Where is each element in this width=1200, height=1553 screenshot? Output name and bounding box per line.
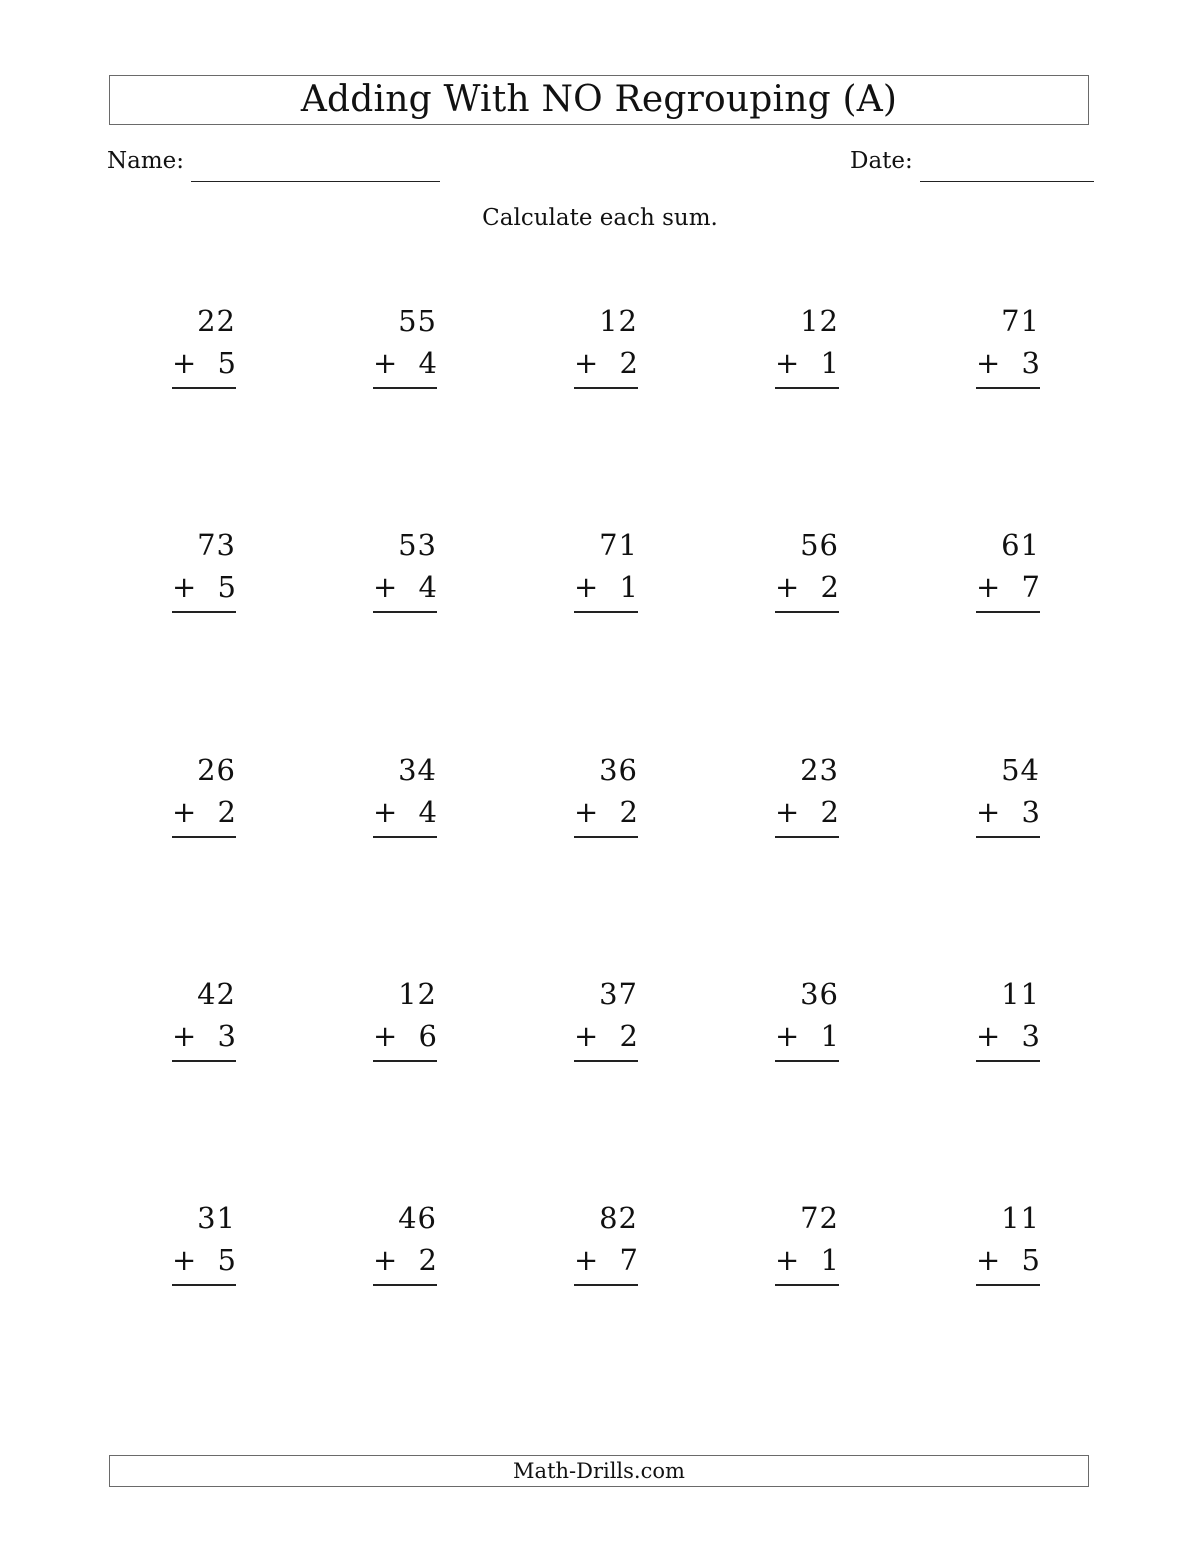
problem [373, 304, 437, 389]
problem [976, 304, 1040, 389]
addend: 5 [1021, 1243, 1040, 1277]
answer-rule [574, 1060, 638, 1062]
answer-rule [976, 1060, 1040, 1062]
problem [172, 528, 236, 613]
plus-sign: + [775, 1019, 800, 1053]
plus-sign: + [373, 795, 398, 829]
plus-sign: + [775, 570, 800, 604]
page-title: Adding With NO Regrouping (A) [300, 79, 898, 120]
answer-rule [373, 1060, 437, 1062]
plus-sign: + [172, 1243, 197, 1277]
plus-sign: + [373, 1243, 398, 1277]
instructions: Calculate each sum. [482, 205, 718, 231]
plus-sign: + [172, 570, 197, 604]
problem [775, 1201, 839, 1286]
top-number: 12 [599, 304, 638, 338]
problem [574, 528, 638, 613]
plus-sign: + [574, 1243, 599, 1277]
name-field[interactable] [191, 181, 440, 182]
answer-rule [172, 387, 236, 389]
name-label: Name: [107, 148, 185, 174]
top-number: 71 [599, 528, 638, 562]
addend: 1 [820, 1243, 839, 1277]
addend: 3 [1021, 346, 1040, 380]
plus-sign: + [976, 346, 1001, 380]
problem [775, 977, 839, 1062]
answer-rule [775, 1060, 839, 1062]
addend: 1 [820, 1019, 839, 1053]
problem [172, 1201, 236, 1286]
answer-rule [172, 1060, 236, 1062]
answer-rule [976, 611, 1040, 613]
plus-sign: + [574, 795, 599, 829]
answer-rule [574, 836, 638, 838]
problem [574, 753, 638, 838]
top-number: 34 [398, 753, 437, 787]
top-number: 73 [197, 528, 236, 562]
top-number: 42 [197, 977, 236, 1011]
addend: 1 [820, 346, 839, 380]
addend: 2 [619, 795, 638, 829]
addend: 7 [1021, 570, 1040, 604]
top-number: 31 [197, 1201, 236, 1235]
addend: 3 [217, 1019, 236, 1053]
addend: 1 [619, 570, 638, 604]
answer-rule [574, 1284, 638, 1286]
addend: 2 [619, 1019, 638, 1053]
problem [574, 1201, 638, 1286]
problem [976, 977, 1040, 1062]
answer-rule [976, 1284, 1040, 1286]
title-box [109, 75, 1089, 125]
answer-rule [373, 611, 437, 613]
problem [775, 304, 839, 389]
problem [976, 528, 1040, 613]
top-number: 26 [197, 753, 236, 787]
addend: 5 [217, 1243, 236, 1277]
plus-sign: + [775, 346, 800, 380]
top-number: 22 [197, 304, 236, 338]
problem [976, 1201, 1040, 1286]
top-number: 46 [398, 1201, 437, 1235]
top-number: 71 [1001, 304, 1040, 338]
plus-sign: + [976, 570, 1001, 604]
addend: 5 [217, 570, 236, 604]
plus-sign: + [574, 570, 599, 604]
plus-sign: + [172, 795, 197, 829]
addend: 7 [619, 1243, 638, 1277]
plus-sign: + [373, 1019, 398, 1053]
date-label: Date: [850, 148, 913, 174]
top-number: 54 [1001, 753, 1040, 787]
footer-text: Math-Drills.com [513, 1458, 685, 1483]
problem [373, 753, 437, 838]
top-number: 56 [800, 528, 839, 562]
addend: 3 [1021, 795, 1040, 829]
plus-sign: + [976, 1243, 1001, 1277]
plus-sign: + [775, 795, 800, 829]
problem [373, 528, 437, 613]
answer-rule [775, 836, 839, 838]
plus-sign: + [976, 795, 1001, 829]
addend: 5 [217, 346, 236, 380]
addend: 6 [418, 1019, 437, 1053]
addend: 3 [1021, 1019, 1040, 1053]
problem [172, 977, 236, 1062]
answer-rule [574, 387, 638, 389]
plus-sign: + [172, 1019, 197, 1053]
addend: 2 [820, 795, 839, 829]
top-number: 82 [599, 1201, 638, 1235]
answer-rule [775, 1284, 839, 1286]
problem [775, 753, 839, 838]
problem [775, 528, 839, 613]
top-number: 36 [599, 753, 638, 787]
addend: 4 [418, 570, 437, 604]
problem [574, 304, 638, 389]
problem [373, 1201, 437, 1286]
problem [172, 304, 236, 389]
top-number: 61 [1001, 528, 1040, 562]
answer-rule [373, 1284, 437, 1286]
top-number: 72 [800, 1201, 839, 1235]
plus-sign: + [172, 346, 197, 380]
answer-rule [775, 611, 839, 613]
top-number: 55 [398, 304, 437, 338]
top-number: 23 [800, 753, 839, 787]
top-number: 36 [800, 977, 839, 1011]
addend: 2 [217, 795, 236, 829]
answer-rule [976, 387, 1040, 389]
answer-rule [574, 611, 638, 613]
answer-rule [172, 836, 236, 838]
top-number: 11 [1001, 977, 1040, 1011]
plus-sign: + [373, 570, 398, 604]
answer-rule [373, 836, 437, 838]
top-number: 53 [398, 528, 437, 562]
date-field[interactable] [920, 181, 1094, 182]
answer-rule [976, 836, 1040, 838]
addend: 2 [418, 1243, 437, 1277]
addend: 4 [418, 346, 437, 380]
top-number: 12 [800, 304, 839, 338]
addend: 2 [619, 346, 638, 380]
plus-sign: + [976, 1019, 1001, 1053]
answer-rule [172, 611, 236, 613]
problem [172, 753, 236, 838]
plus-sign: + [574, 1019, 599, 1053]
top-number: 11 [1001, 1201, 1040, 1235]
plus-sign: + [574, 346, 599, 380]
addend: 4 [418, 795, 437, 829]
answer-rule [172, 1284, 236, 1286]
answer-rule [775, 387, 839, 389]
top-number: 12 [398, 977, 437, 1011]
top-number: 37 [599, 977, 638, 1011]
plus-sign: + [373, 346, 398, 380]
problem [976, 753, 1040, 838]
problem [574, 977, 638, 1062]
addend: 2 [820, 570, 839, 604]
footer-box [109, 1455, 1089, 1487]
problem [373, 977, 437, 1062]
answer-rule [373, 387, 437, 389]
plus-sign: + [775, 1243, 800, 1277]
